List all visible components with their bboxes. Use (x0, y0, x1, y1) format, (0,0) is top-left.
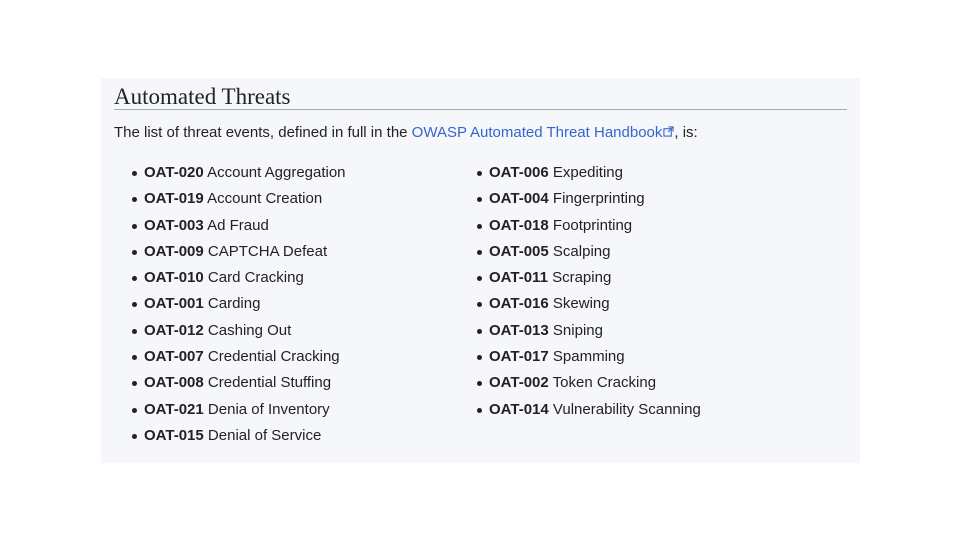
threat-link[interactable]: Sniping (552, 321, 603, 339)
threat-code: OAT-003 (144, 216, 204, 234)
bullet-icon (132, 302, 137, 307)
threat-link[interactable]: Account Creation (207, 190, 323, 208)
bullet-icon (132, 197, 137, 202)
bullet-icon (477, 197, 482, 202)
bullet-icon (132, 355, 137, 360)
bullet-icon (477, 381, 482, 386)
threat-link[interactable]: Fingerprinting (552, 190, 645, 208)
threat-code: OAT-016 (489, 295, 549, 313)
threat-code: OAT-005 (489, 242, 549, 260)
threat-code: OAT-017 (489, 348, 549, 366)
threat-link[interactable]: Cashing Out (207, 321, 292, 339)
threat-code: OAT-020 (144, 164, 204, 181)
threat-code: OAT-002 (489, 374, 549, 392)
list-item (475, 163, 701, 189)
bullet-icon (477, 250, 482, 255)
intro-before: The list of threat events, defined in full in the (114, 124, 412, 141)
list-item (475, 321, 701, 347)
threat-link[interactable]: Account Aggregation (207, 164, 346, 181)
threat-link[interactable]: Card Cracking (207, 269, 304, 287)
threat-link[interactable]: Credential Stuffing (207, 374, 332, 392)
bullet-icon (132, 276, 137, 281)
section-heading: Automated Threats (114, 84, 291, 109)
list-item (475, 294, 701, 320)
list-item (475, 373, 701, 399)
threat-code: OAT-019 (144, 190, 204, 208)
threat-list-right (475, 163, 701, 426)
threat-link[interactable]: Scalping (552, 242, 611, 260)
threat-link[interactable]: Vulnerability Scanning (552, 400, 701, 418)
list-item (475, 268, 701, 294)
list-item (475, 242, 701, 268)
threats-panel (101, 78, 860, 463)
bullet-icon (132, 250, 137, 255)
threat-link[interactable]: Credential Cracking (207, 348, 340, 366)
threat-code: OAT-006 (489, 164, 549, 181)
threat-code: OAT-007 (144, 348, 204, 366)
list-item (475, 189, 701, 215)
threat-link[interactable]: Ad Fraud (207, 216, 269, 234)
bullet-icon (132, 434, 137, 439)
threat-code: OAT-001 (144, 295, 204, 313)
bullet-icon (132, 171, 137, 176)
bullet-icon (477, 276, 482, 281)
threat-code: OAT-010 (144, 269, 204, 287)
bullet-icon (132, 224, 137, 229)
bullet-icon (477, 302, 482, 307)
bullet-icon (477, 329, 482, 334)
list-item (130, 216, 346, 242)
intro-text (114, 123, 698, 143)
threat-code: OAT-015 (144, 426, 204, 444)
threat-link[interactable]: Scraping (552, 269, 612, 287)
bullet-icon (477, 355, 482, 360)
threat-code: OAT-012 (144, 321, 204, 339)
handbook-link-label: OWASP Automated Threat Handbook (411, 124, 663, 141)
threat-code: OAT-011 (489, 269, 548, 287)
list-item (130, 347, 346, 373)
list-item (130, 321, 346, 347)
list-item (130, 189, 346, 215)
bullet-icon (477, 171, 482, 176)
threat-code: OAT-008 (144, 374, 204, 392)
threat-code: OAT-013 (489, 321, 549, 339)
bullet-icon (477, 408, 482, 413)
threat-link[interactable]: Denial of Service (207, 426, 322, 444)
threat-link[interactable]: CAPTCHA Defeat (207, 242, 328, 260)
threat-list-left (130, 163, 346, 452)
threat-link[interactable]: Denia of Inventory (207, 400, 330, 418)
threat-code: OAT-018 (489, 216, 549, 234)
intro-after: , is: (674, 124, 698, 141)
heading-divider (114, 109, 847, 110)
list-item (475, 216, 701, 242)
bullet-icon (132, 408, 137, 413)
bullet-icon (132, 381, 137, 386)
threat-link[interactable]: Skewing (552, 295, 610, 313)
list-item (130, 426, 346, 452)
bullet-icon (477, 224, 482, 229)
list-item (130, 400, 346, 426)
threat-link[interactable]: Expediting (552, 164, 623, 181)
list-item (475, 400, 701, 426)
bullet-icon (132, 329, 137, 334)
list-item (130, 294, 346, 320)
threat-code: OAT-009 (144, 242, 204, 260)
threat-code: OAT-004 (489, 190, 549, 208)
threat-link[interactable]: Spamming (552, 348, 625, 366)
list-item (130, 373, 346, 399)
list-item (475, 347, 701, 373)
threat-link[interactable]: Footprinting (552, 216, 633, 234)
external-link-icon (663, 126, 674, 137)
list-item (130, 268, 346, 294)
handbook-link[interactable] (412, 124, 675, 141)
threat-link[interactable]: Token Cracking (552, 374, 657, 392)
threat-link[interactable]: Carding (207, 295, 261, 313)
list-item (130, 163, 346, 189)
threat-code: OAT-021 (144, 400, 204, 418)
threat-code: OAT-014 (489, 400, 549, 418)
list-item (130, 242, 346, 268)
